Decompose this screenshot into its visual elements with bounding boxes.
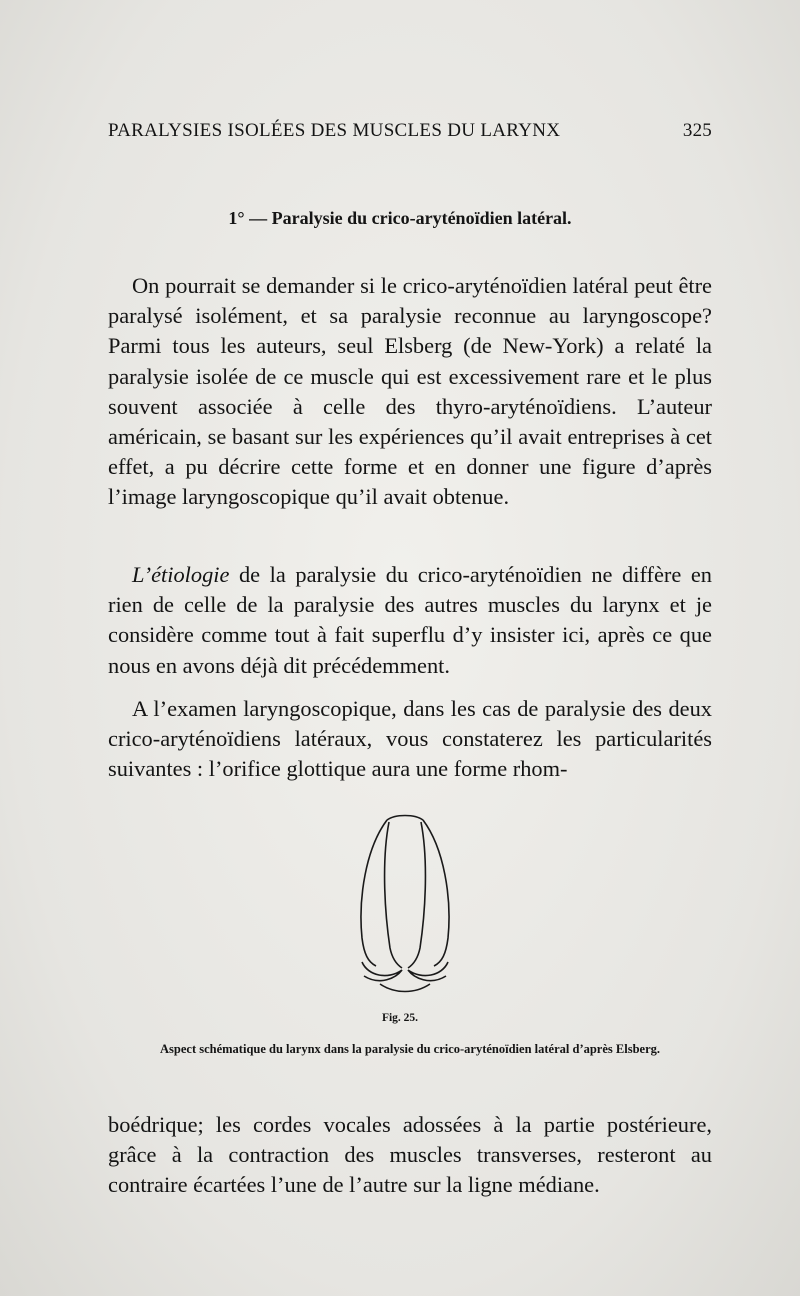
larynx-figure: [340, 808, 470, 998]
right-outer-cord: [423, 820, 449, 966]
page-header: [108, 120, 712, 142]
paragraph-2: [108, 560, 712, 681]
figure-number: Fig. 25.: [381, 1012, 419, 1024]
left-outer-cord: [361, 820, 387, 966]
paragraph-2-text: de la paralysie du crico-aryténoïdien ne diffère en rien de celle de la paralysie des autres muscles du larynx et je considère comme tout à fait superflu d’y insister ici, après ce que nous en avons déjà dit précédemment.: [108, 562, 712, 678]
paragraph-4: boédrique; les cordes vocales adossées à la partie postérieure, grâce à la contraction des muscles transverses, resteront au contraire écartées l’une de l’autre sur la ligne médiane.: [108, 1112, 712, 1198]
running-title: PARALYSIES ISOLÉES DES MUSCLES DU LARYNX: [108, 120, 561, 141]
right-inner-cord: [408, 822, 425, 968]
figure-caption: Aspect schématique du larynx dans la paralysie du crico-aryténoïdien latéral d’après Elsberg.: [160, 1042, 660, 1056]
right-arytenoid: [408, 962, 448, 981]
left-arytenoid: [362, 962, 402, 981]
paragraph-3: A l’examen laryngoscopique, dans les cas de paralysie des deux crico-aryténoïdiens latéraux, vous constaterez les particularités suivantes : l’orifice glottique aura une forme rhom-: [108, 696, 712, 782]
page-number: 325: [682, 120, 712, 141]
etiologie-term: L’étiologie: [132, 562, 230, 587]
top-joint: [387, 816, 423, 821]
paragraph-1: On pourrait se demander si le crico-aryténoïdien latéral peut être paralysé isolément, et sa paralysie reconnue au laryngoscope? Parmi tous les auteurs, seul Elsberg (de New-York) a relaté la paralysie isolée de ce muscle qui est excessivement rare et le plus souvent associée à celle des thyro-aryténoïdiens. L’auteur américain, se basant sur les expériences qu’il avait entreprises à cet effet, a pu décrire cette forme et en donner une figure d’après l’image laryngoscopique qu’il avait obtenue.: [108, 273, 712, 510]
left-inner-cord: [385, 822, 402, 968]
section-title: 1° — Paralysie du crico-aryténoïdien latéral.: [228, 208, 572, 228]
bottom-arc: [380, 984, 430, 992]
